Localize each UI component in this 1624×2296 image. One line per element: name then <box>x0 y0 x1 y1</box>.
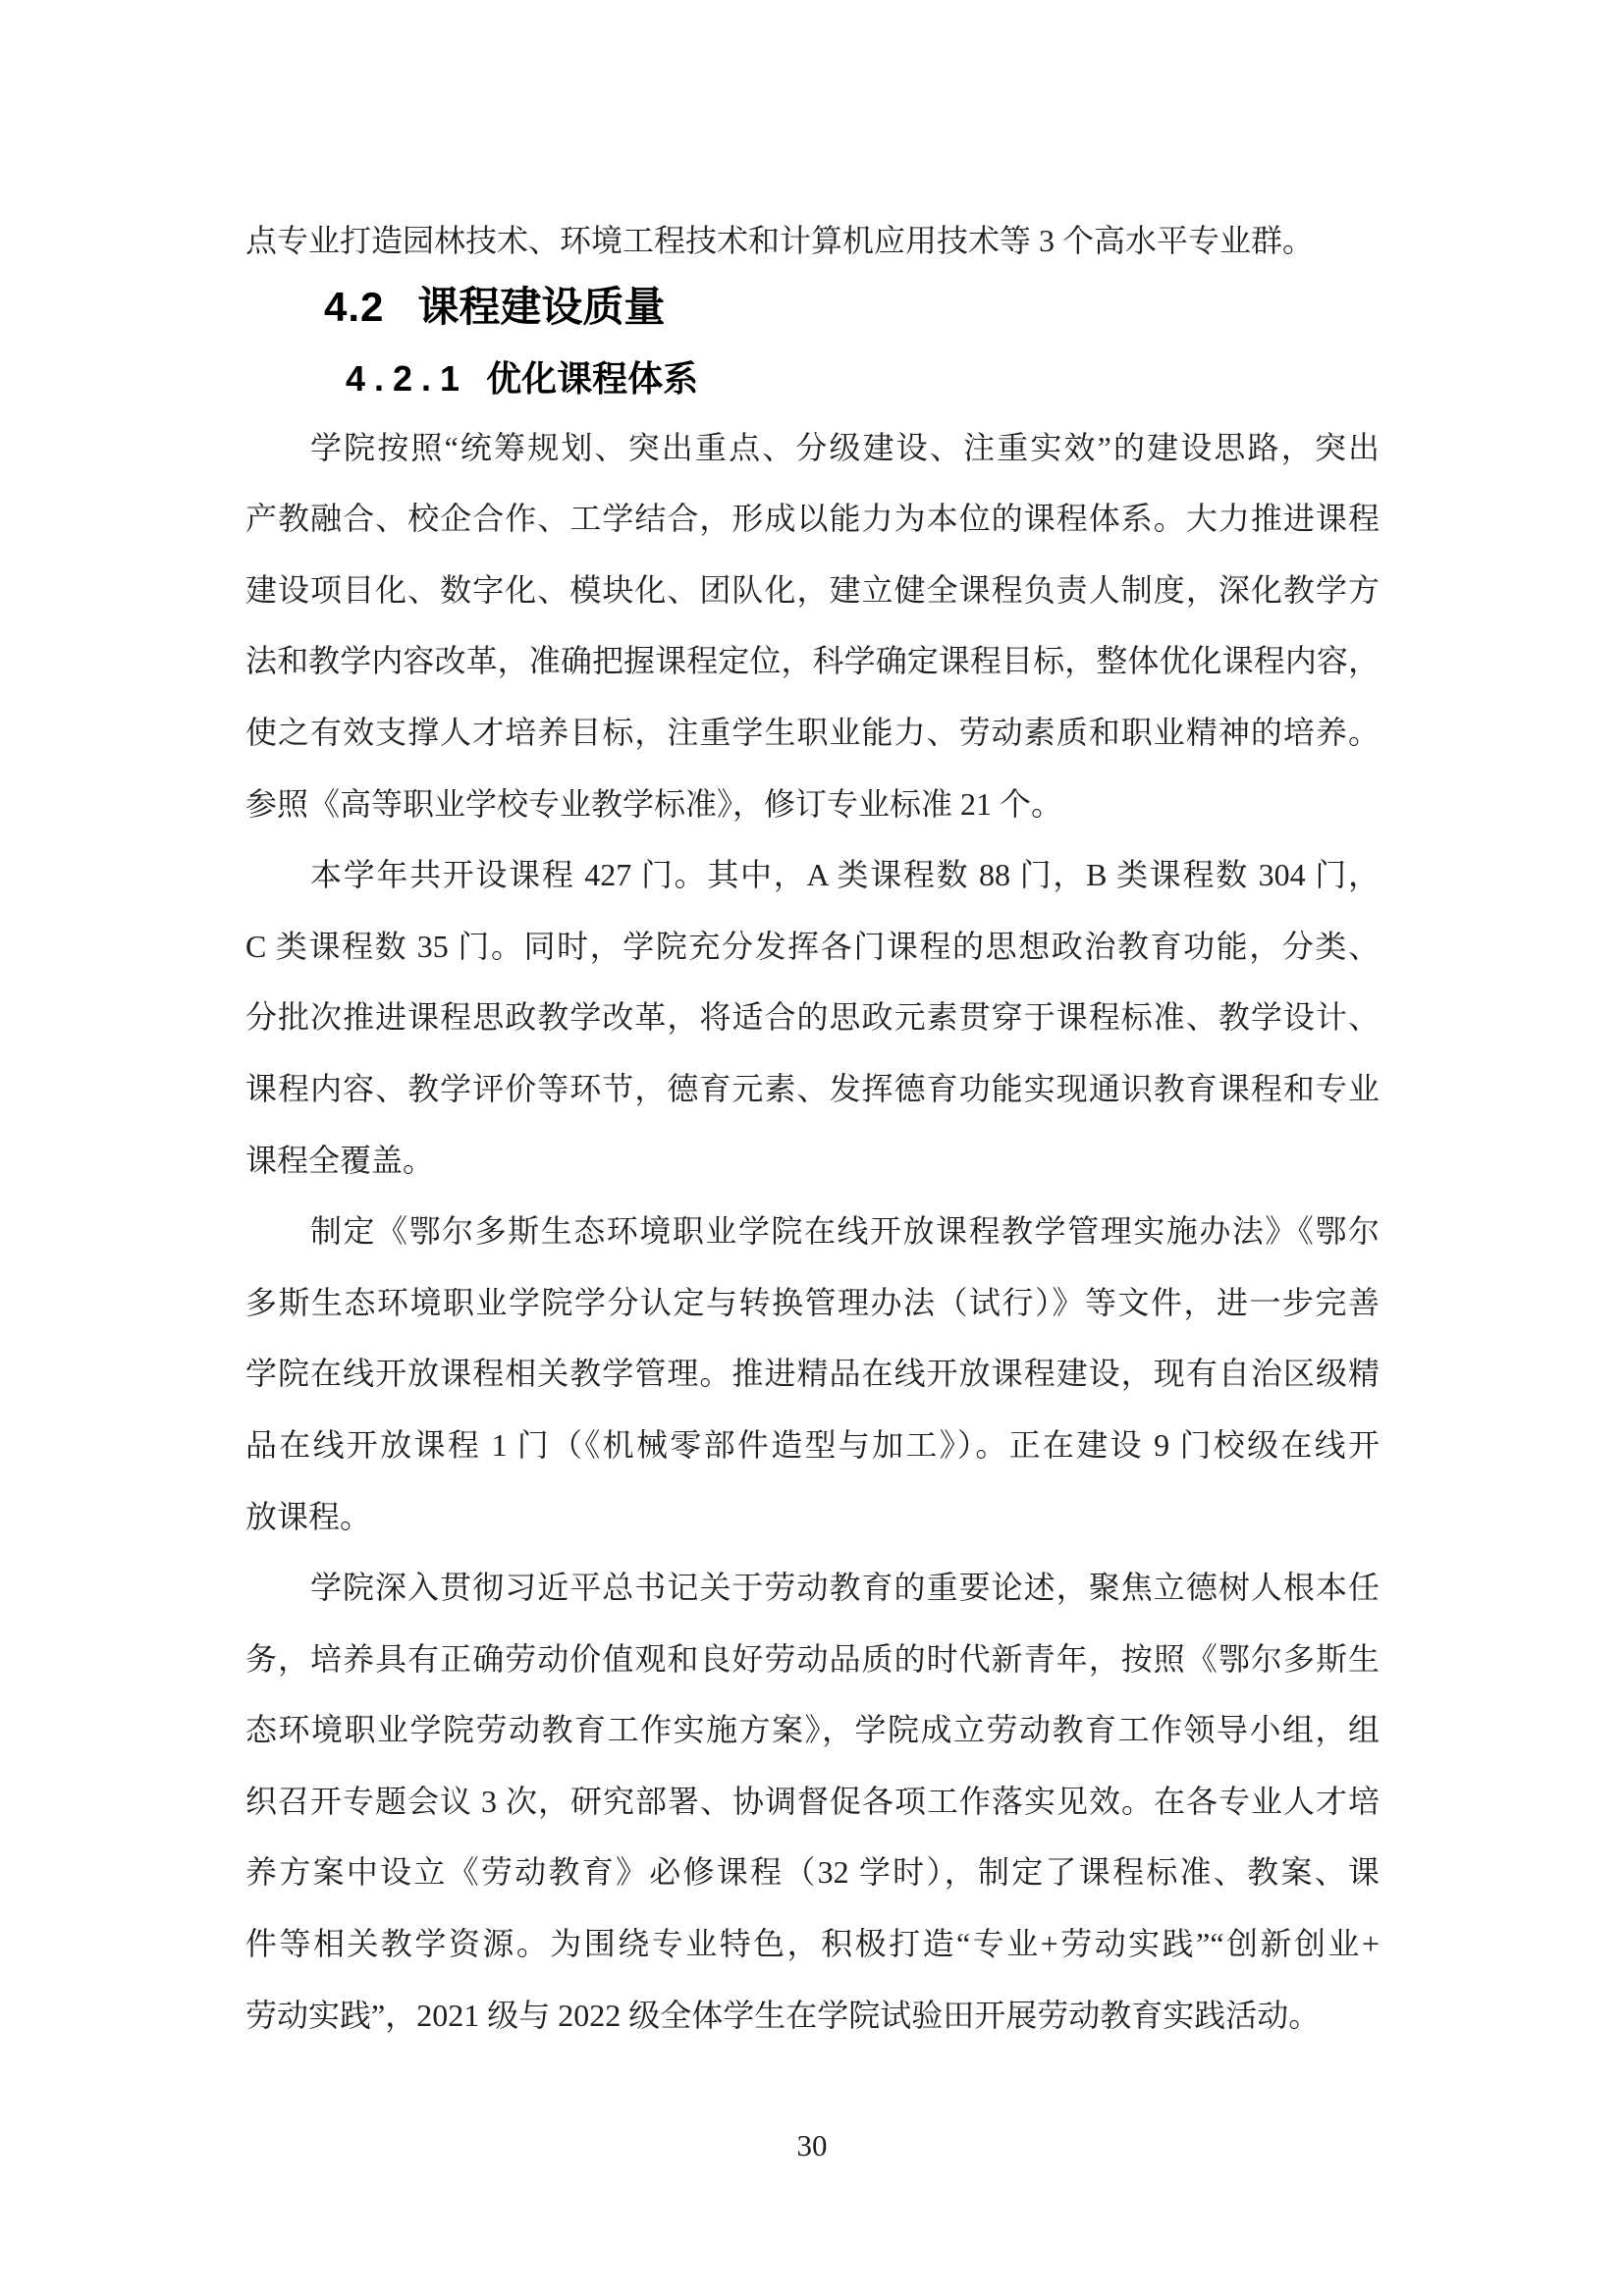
text-line: 学院深入贯彻习近平总书记关于劳动教育的重要论述，聚焦立德树人根本任 <box>310 1570 1380 1606</box>
text-line: 制定《鄂尔多斯生态环境职业学院在线开放课程教学管理实施办法》《鄂尔 <box>310 1213 1380 1250</box>
section-heading <box>245 273 1380 342</box>
text-line: 品在线开放课程 1 门（《机械零部件造型与加工》）。正在建设 9 门校级在线开 <box>245 1426 1380 1463</box>
text-line: 分批次推进课程思政教学改革，将适合的思政元素贯穿于课程标准、教学设计、 <box>245 999 1380 1036</box>
text-line: C 类课程数 35 门。同时，学院充分发挥各门课程的思想政治教育功能，分类、 <box>245 928 1380 964</box>
text-line: 本学年共开设课程 427 门。其中，A 类课程数 88 门，B 类课程数 304 门， <box>310 857 1380 893</box>
subsection-number: 4.2.1 <box>346 357 469 399</box>
text-line: 务，培养具有正确劳动价值观和良好劳动品质的时代新青年，按照《鄂尔多斯生 <box>245 1640 1380 1677</box>
subsection-title: 优化课程体系 <box>486 357 699 399</box>
text-line: 养方案中设立《劳动教育》必修课程（32 学时），制定了课程标准、教案、课 <box>245 1854 1380 1891</box>
subsection-heading <box>245 349 1380 408</box>
text-line: 学院按照“统筹规划、突出重点、分级建设、注重实效”的建设思路，突出 <box>310 429 1380 465</box>
paragraph <box>245 412 1380 840</box>
text-line: 产教融合、校企合作、工学结合，形成以能力为本位的课程体系。大力推进课程 <box>245 501 1380 537</box>
text-line: 点专业打造园林技术、环境工程技术和计算机应用技术等 3 个高水平专业群。 <box>245 223 1315 258</box>
section-number: 4.2 <box>324 283 385 330</box>
text-line: 课程全覆盖。 <box>245 1142 435 1178</box>
text-line: 劳动实践”，2021 级与 2022 级全体学生在学院试验田开展劳动教育实践活动。 <box>245 1997 1321 2033</box>
text-line: 法和教学内容改革，准确把握课程定位，科学确定课程目标，整体优化课程内容， <box>245 643 1380 679</box>
text-line: 态环境职业学院劳动教育工作实施方案》，学院成立劳动教育工作领导小组，组 <box>245 1712 1380 1748</box>
text-line: 放课程。 <box>245 1498 372 1534</box>
text-line: 多斯生态环境职业学院学分认定与转换管理办法（试行）》等文件，进一步完善 <box>245 1284 1380 1320</box>
text-line: 织召开专题会议 3 次，研究部署、协调督促各项工作落实见效。在各专业人才培 <box>245 1783 1380 1819</box>
page-number: 30 <box>796 2128 828 2163</box>
section-title: 课程建设质量 <box>417 283 666 330</box>
paragraph <box>245 1552 1380 2051</box>
paragraph <box>245 1196 1380 1552</box>
text-block <box>245 205 1380 2051</box>
text-line: 件等相关教学资源。为围绕专业特色，积极打造“专业+劳动实践”“创新创业+ <box>245 1926 1380 1962</box>
paragraph <box>245 839 1380 1196</box>
text-line: 课程内容、教学评价等环节，德育元素、发挥德育功能实现通识教育课程和专业 <box>245 1070 1380 1106</box>
text-line: 建设项目化、数字化、模块化、团队化，建立健全课程负责人制度，深化教学方 <box>245 571 1380 608</box>
text-line: 使之有效支撑人才培养目标，注重学生职业能力、劳动素质和职业精神的培养。 <box>245 714 1380 750</box>
text-line: 学院在线开放课程相关教学管理。推进精品在线开放课程建设，现有自治区级精 <box>245 1356 1380 1392</box>
text-line: 参照《高等职业学校专业教学标准》，修订专业标准 21 个。 <box>245 785 1063 822</box>
paragraphs <box>245 412 1380 2052</box>
